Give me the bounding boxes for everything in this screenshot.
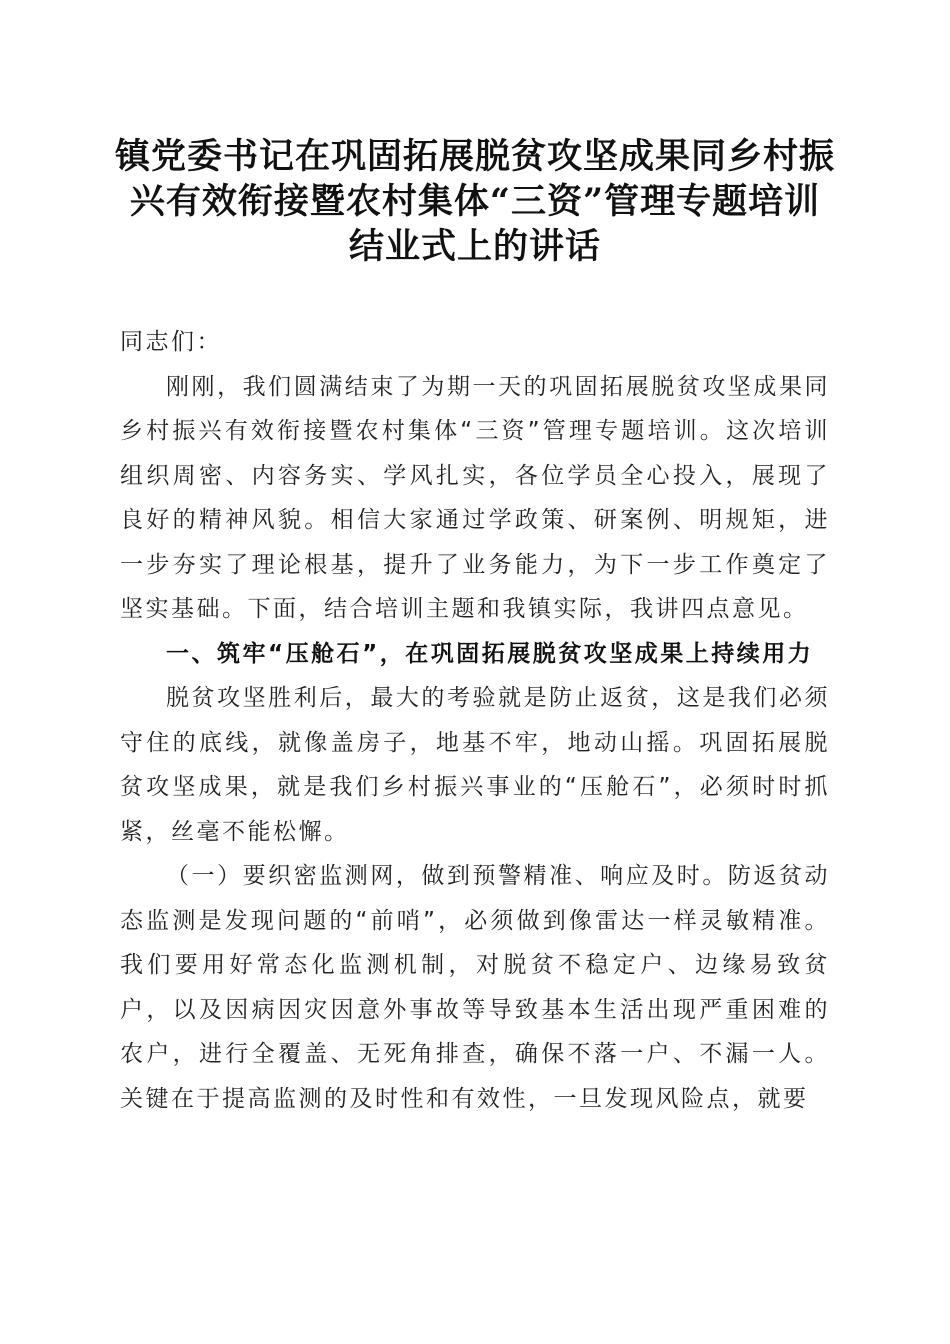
title-line-3: 结业式上的讲话	[348, 226, 601, 267]
paragraph-subsection-1: （一）要织密监测网，做到预警精准、响应及时。防返贫动态监测是发现问题的“前哨”，必须做到像雷达一样灵敏精准。我们要用好常态化监测机制，对脱贫不稳定户、边缘易致贫户，以及因病因灾因意外事故等导致基本生活出现严重困难的农户，进行全覆盖、无死角排查，确保不落一户、不漏一人。关键在于提高监测的及时性和有效性，一旦发现风险点，就要	[120, 863, 830, 1112]
salutation: 同志们：	[120, 329, 222, 355]
paragraph-opening: 刚刚，我们圆满结束了为期一天的巩固拓展脱贫攻坚成果同乡村振兴有效衔接暨农村集体“三资”管理专题培训。这次培训组织周密、内容务实、学风扎实，各位学员全心投入，展现了良好的精神风貌。相信大家通过学政策、研案例、明规矩，进一步夯实了理论根基，提升了业务能力，为下一步工作奠定了坚实基础。下面，结合培训主题和我镇实际，我讲四点意见。	[120, 373, 830, 622]
paragraph-section-1-intro: 脱贫攻坚胜利后，最大的考验就是防止返贫，这是我们必须守住的底线，就像盖房子，地基不牢，地动山摇。巩固拓展脱贫攻坚成果，就是我们乡村振兴事业的“压舱石”，必须时时抓紧，丝毫不能松懈。	[120, 685, 830, 845]
document-body	[120, 320, 830, 1121]
title-line-1: 镇党委书记在巩固拓展脱贫攻坚成果同乡村振	[114, 136, 835, 177]
document-title	[112, 134, 838, 269]
title-line-2: 兴有效衔接暨农村集体“三资”管理专题培训	[129, 181, 821, 222]
section-heading-1: 一、筑牢“压舱石”，在巩固拓展脱贫攻坚成果上持续用力	[166, 640, 814, 667]
